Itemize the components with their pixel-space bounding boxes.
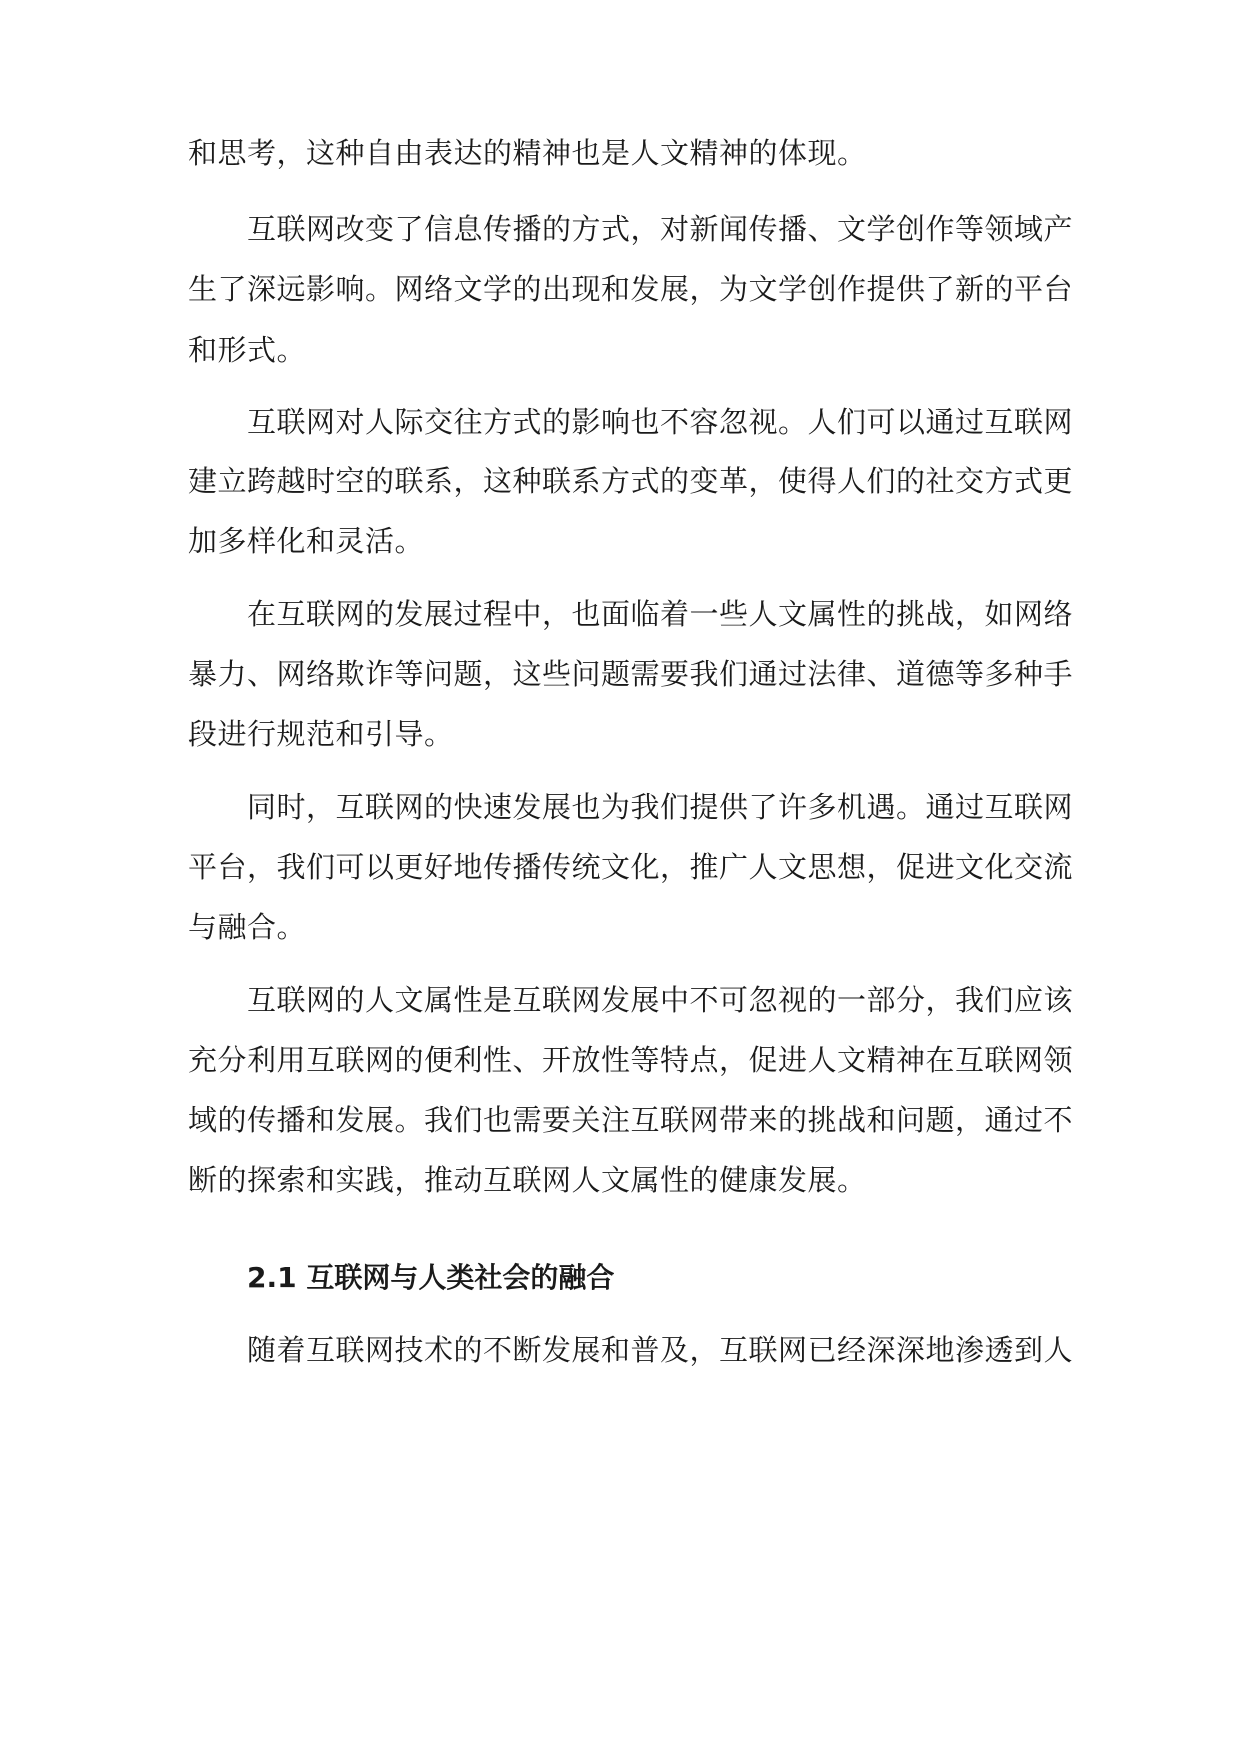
paragraph-5-line-3: 与融合。 <box>188 910 307 944</box>
section-heading: 2.1 互联网与人类社会的融合 <box>247 1261 615 1294</box>
paragraph-5-line-2: 平台，我们可以更好地传播传统文化，推广人文思想，促进文化交流 <box>188 850 1074 884</box>
paragraph-2-line-1: 互联网改变了信息传播的方式，对新闻传播、文学创作等领域产 <box>247 212 1074 246</box>
paragraph-5-line-1: 同时，互联网的快速发展也为我们提供了许多机遇。通过互联网 <box>247 790 1074 824</box>
paragraph-3-line-3: 加多样化和灵活。 <box>188 524 425 558</box>
paragraph-2-line-2: 生了深远影响。网络文学的出现和发展，为文学创作提供了新的平台 <box>188 272 1074 306</box>
paragraph-6-line-1: 互联网的人文属性是互联网发展中不可忽视的一部分，我们应该 <box>247 983 1074 1017</box>
paragraph-4-line-2: 暴力、网络欺诈等问题，这些问题需要我们通过法律、道德等多种手 <box>188 657 1074 691</box>
paragraph-6-line-2: 充分利用互联网的便利性、开放性等特点，促进人文精神在互联网领 <box>188 1043 1074 1077</box>
paragraph-6-line-3: 域的传播和发展。我们也需要关注互联网带来的挑战和问题，通过不 <box>188 1103 1074 1137</box>
paragraph-6-line-4: 断的探索和实践，推动互联网人文属性的健康发展。 <box>188 1163 867 1197</box>
paragraph-4-line-1: 在互联网的发展过程中，也面临着一些人文属性的挑战，如网络 <box>247 597 1074 631</box>
paragraph-1-line-1: 和思考，这种自由表达的精神也是人文精神的体现。 <box>188 136 867 170</box>
paragraph-3-line-2: 建立跨越时空的联系，这种联系方式的变革，使得人们的社交方式更 <box>188 464 1074 498</box>
paragraph-2-line-3: 和形式。 <box>188 333 307 367</box>
section-paragraph-line-1: 随着互联网技术的不断发展和普及，互联网已经深深地渗透到人 <box>247 1333 1074 1367</box>
paragraph-4-line-3: 段进行规范和引导。 <box>188 717 454 751</box>
paragraph-3-line-1: 互联网对人际交往方式的影响也不容忽视。人们可以通过互联网 <box>247 405 1074 439</box>
